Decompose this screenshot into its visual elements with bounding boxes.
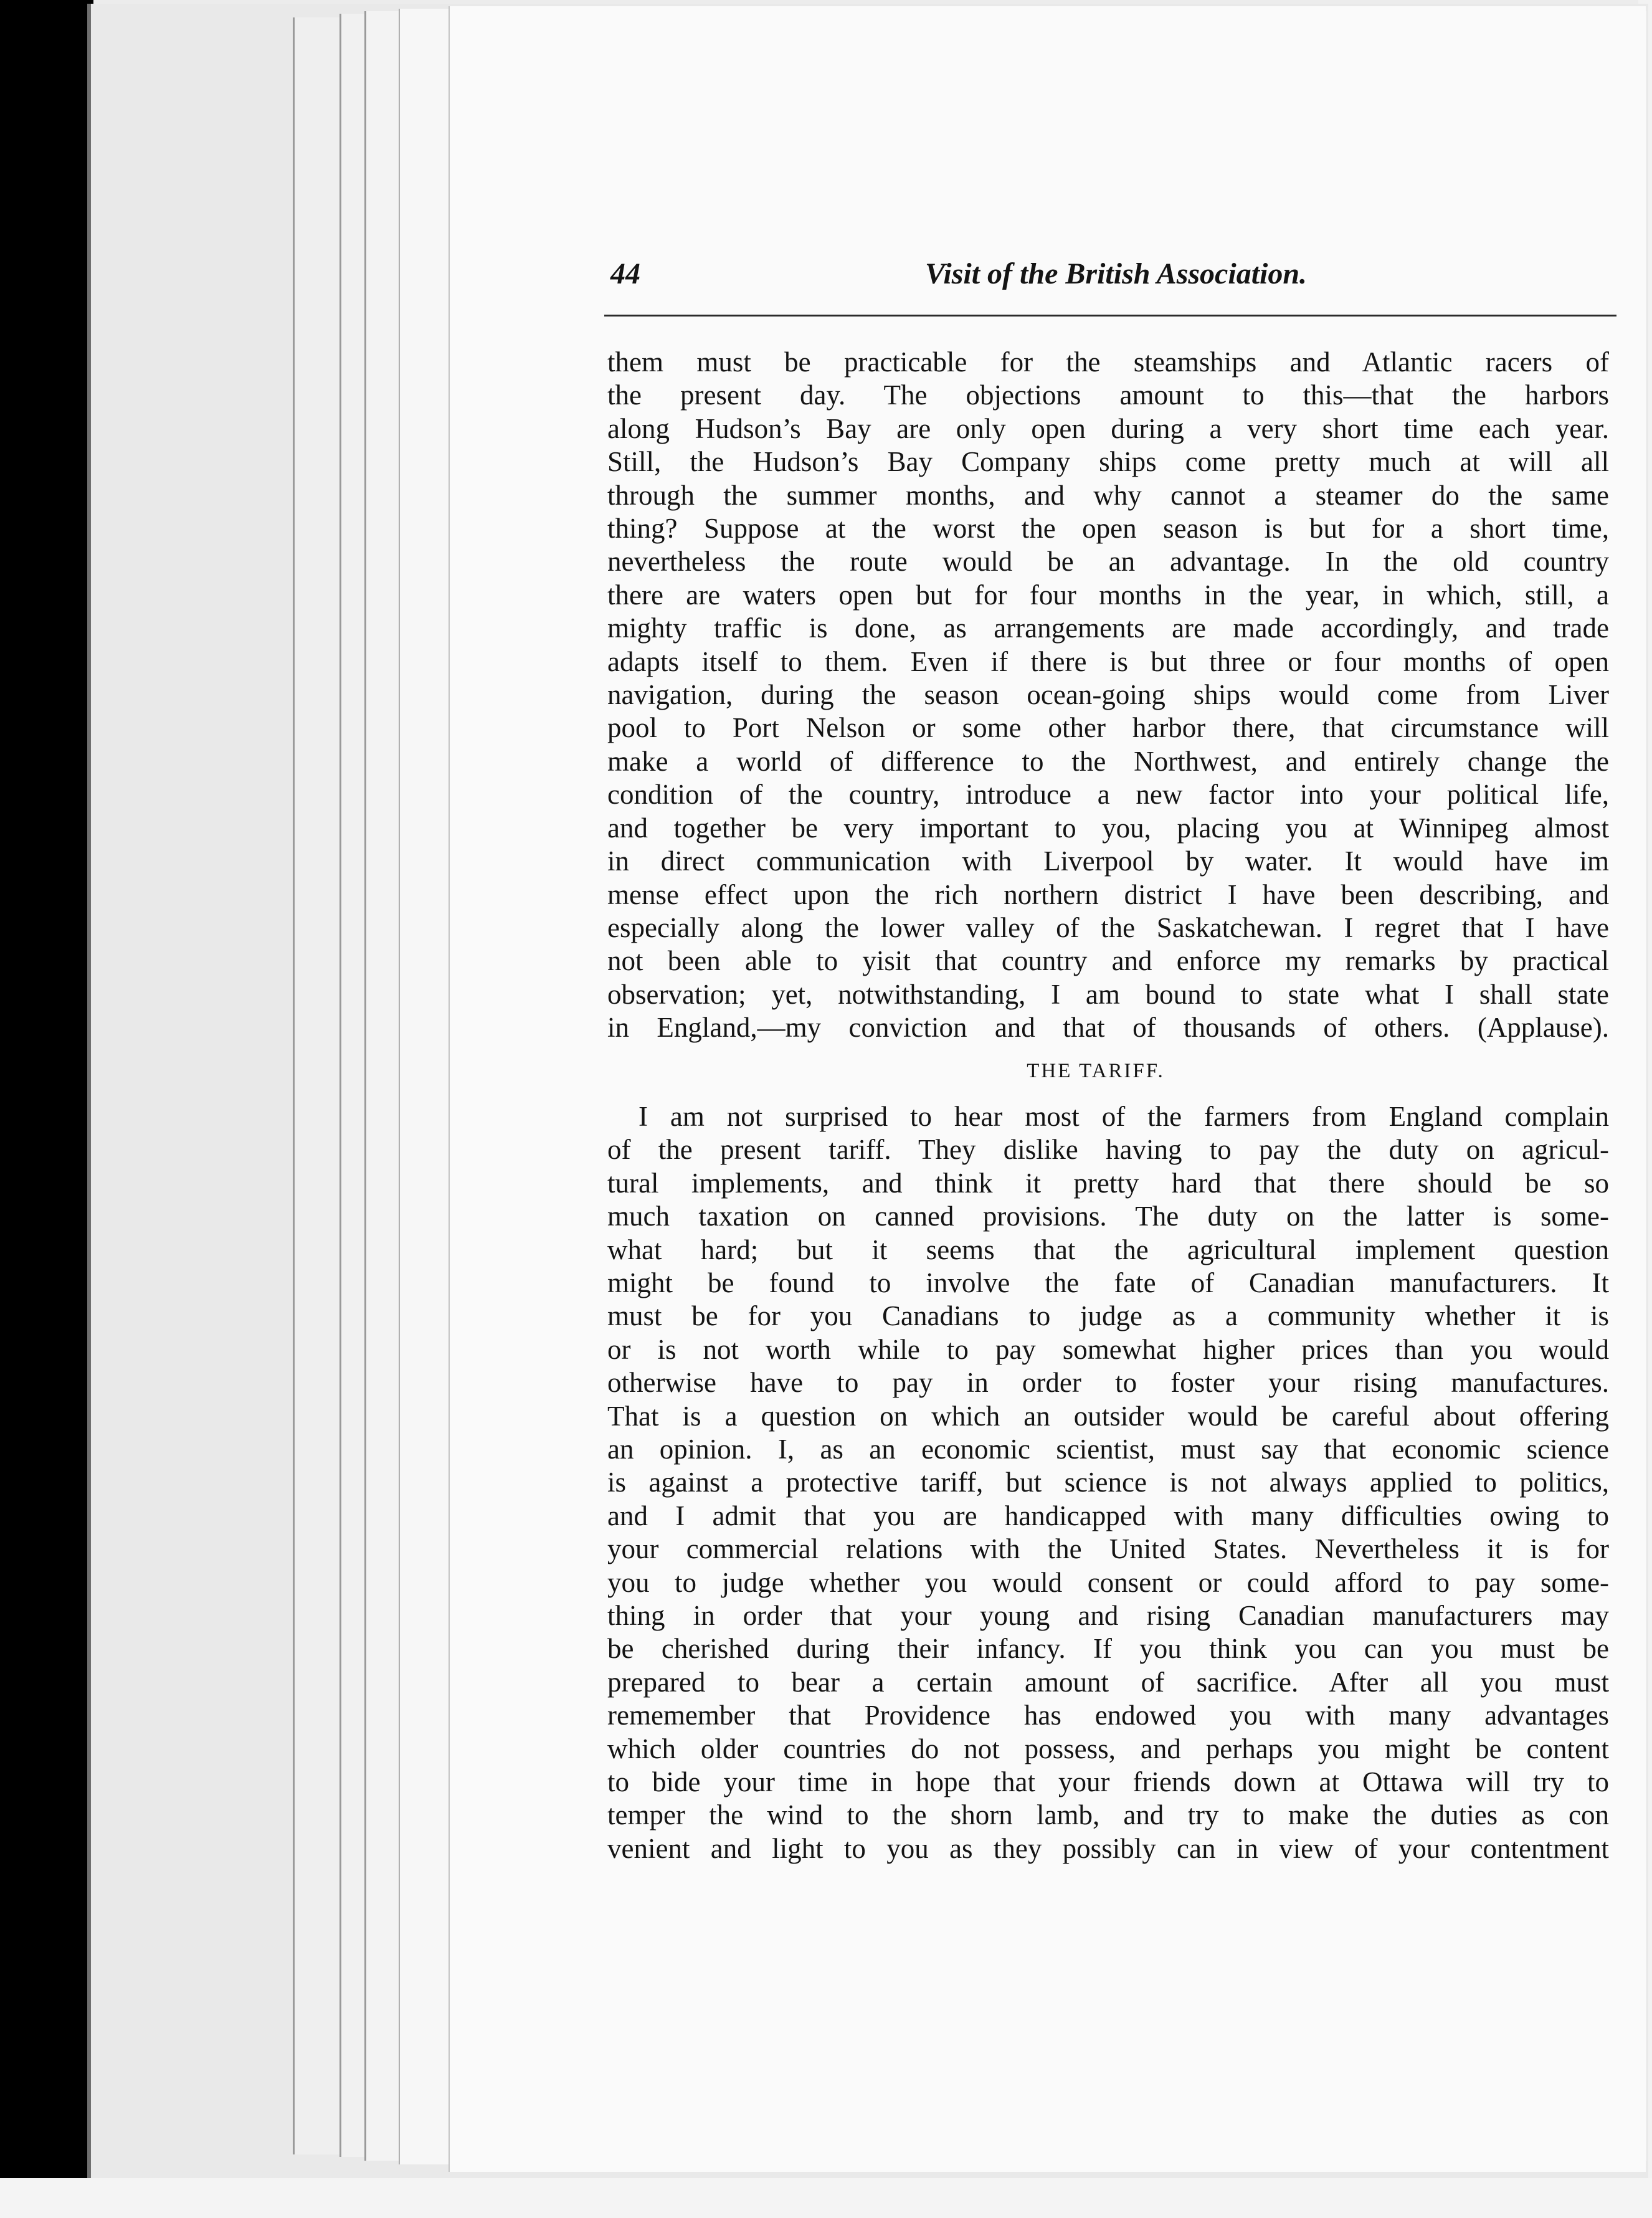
text-line: in England,—my conviction and that of thousands of others. (Applause).: [607, 1012, 1609, 1044]
text-line: of the present tariff. They dislike having to pay the duty on agricul-: [607, 1134, 1609, 1166]
text-line: be cherished during their infancy. If you think you can you must be: [607, 1633, 1609, 1665]
text-line: what hard; but it seems that the agricultural implement question: [607, 1234, 1609, 1265]
text-line: them must be practicable for the steamships and Atlantic racers of: [607, 346, 1609, 378]
text-line: adapts itself to them. Even if there is but three or four months of open: [607, 645, 1609, 677]
scan-border-bottom: [0, 2178, 1652, 2218]
text-line: pool to Port Nelson or some other harbor there, that circumstance will: [607, 712, 1609, 744]
text-line: there are waters open but for four months in the year, in which, still, a: [607, 579, 1609, 611]
text-line: especially along the lower valley of the Saskatchewan. I regret that I have: [607, 911, 1609, 943]
text-line: otherwise have to pay in order to foster your rising manufactures.: [607, 1367, 1609, 1399]
text-line: in direct communication with Liverpool by water. It would have im: [607, 845, 1609, 877]
text-line: mense effect upon the rich northern district I have been describing, and: [607, 878, 1609, 910]
running-title: Visit of the British Association.: [925, 257, 1308, 290]
section-heading: THE TARIFF.: [1027, 1059, 1165, 1082]
text-line: nevertheless the route would be an advantage. In the old country: [607, 546, 1609, 578]
text-line: I am not surprised to hear most of the farmers from England complain: [638, 1100, 1609, 1132]
text-line: and together be very important to you, placing you at Winnipeg almost: [607, 812, 1609, 844]
text-line: thing in order that your young and rising Canadian manufacturers may: [607, 1600, 1609, 1632]
text-line: condition of the country, introduce a new factor into your political life,: [607, 779, 1609, 811]
text-line: observation; yet, notwithstanding, I am bound to state what I shall state: [607, 978, 1609, 1010]
text-line: rememember that Providence has endowed you with many advantages: [607, 1700, 1609, 1731]
text-line: an opinion. I, as an economic scientist, must say that economic science: [607, 1434, 1609, 1465]
page-number: 44: [610, 257, 640, 290]
body-text: [607, 346, 1609, 1865]
header-rule: [604, 315, 1616, 317]
text-line: the present day. The objections amount to this—that the harbors: [607, 379, 1609, 411]
scan-border-left: [0, 0, 93, 2218]
text-line: thing? Suppose at the worst the open season is but for a short time,: [607, 513, 1609, 545]
text-line: navigation, during the season ocean-going ships would come from Liver: [607, 679, 1609, 711]
text-line: must be for you Canadians to judge as a community whether it is: [607, 1300, 1609, 1332]
text-line: along Hudson’s Bay are only open during a very short time each year.: [607, 412, 1609, 444]
text-line: venient and light to you as they possibly can in view of your contentment: [607, 1832, 1609, 1864]
text-line: your commercial relations with the United States. Nevertheless it is for: [607, 1533, 1609, 1565]
text-line: not been able to yisit that country and enforce my remarks by practical: [607, 945, 1609, 977]
text-line: through the summer months, and why cannot a steamer do the same: [607, 479, 1609, 511]
text-line: Still, the Hudson’s Bay Company ships come pretty much at will all: [607, 446, 1609, 478]
text-line: prepared to bear a certain amount of sacrifice. After all you must: [607, 1666, 1609, 1698]
text-line: and I admit that you are handicapped with many difficulties owing to: [607, 1500, 1609, 1531]
text-line: temper the wind to the shorn lamb, and try to make the duties as con: [607, 1799, 1609, 1831]
text-line: might be found to involve the fate of Canadian manufacturers. It: [607, 1267, 1609, 1298]
text-line: mighty traffic is done, as arrangements are made accordingly, and trade: [607, 612, 1609, 644]
paragraph-1: [607, 346, 1609, 1045]
text-line: which older countries do not possess, and perhaps you might be content: [607, 1733, 1609, 1764]
text-line: you to judge whether you would consent or could afford to pay some-: [607, 1566, 1609, 1598]
running-head: [610, 257, 1358, 313]
text-line: tural implements, and think it pretty hard that there should be so: [607, 1167, 1609, 1199]
text-line: or is not worth while to pay somewhat higher prices than you would: [607, 1333, 1609, 1365]
text-line: make a world of difference to the Northwest, and entirely change the: [607, 745, 1609, 777]
text-line: is against a protective tariff, but science is not always applied to politics,: [607, 1467, 1609, 1498]
paragraph-2: [607, 1100, 1609, 1865]
text-line: much taxation on canned provisions. The duty on the latter is some-: [607, 1201, 1609, 1232]
text-line: That is a question on which an outsider would be careful about offering: [607, 1400, 1609, 1432]
text-line: to bide your time in hope that your friends down at Ottawa will try to: [607, 1766, 1609, 1798]
